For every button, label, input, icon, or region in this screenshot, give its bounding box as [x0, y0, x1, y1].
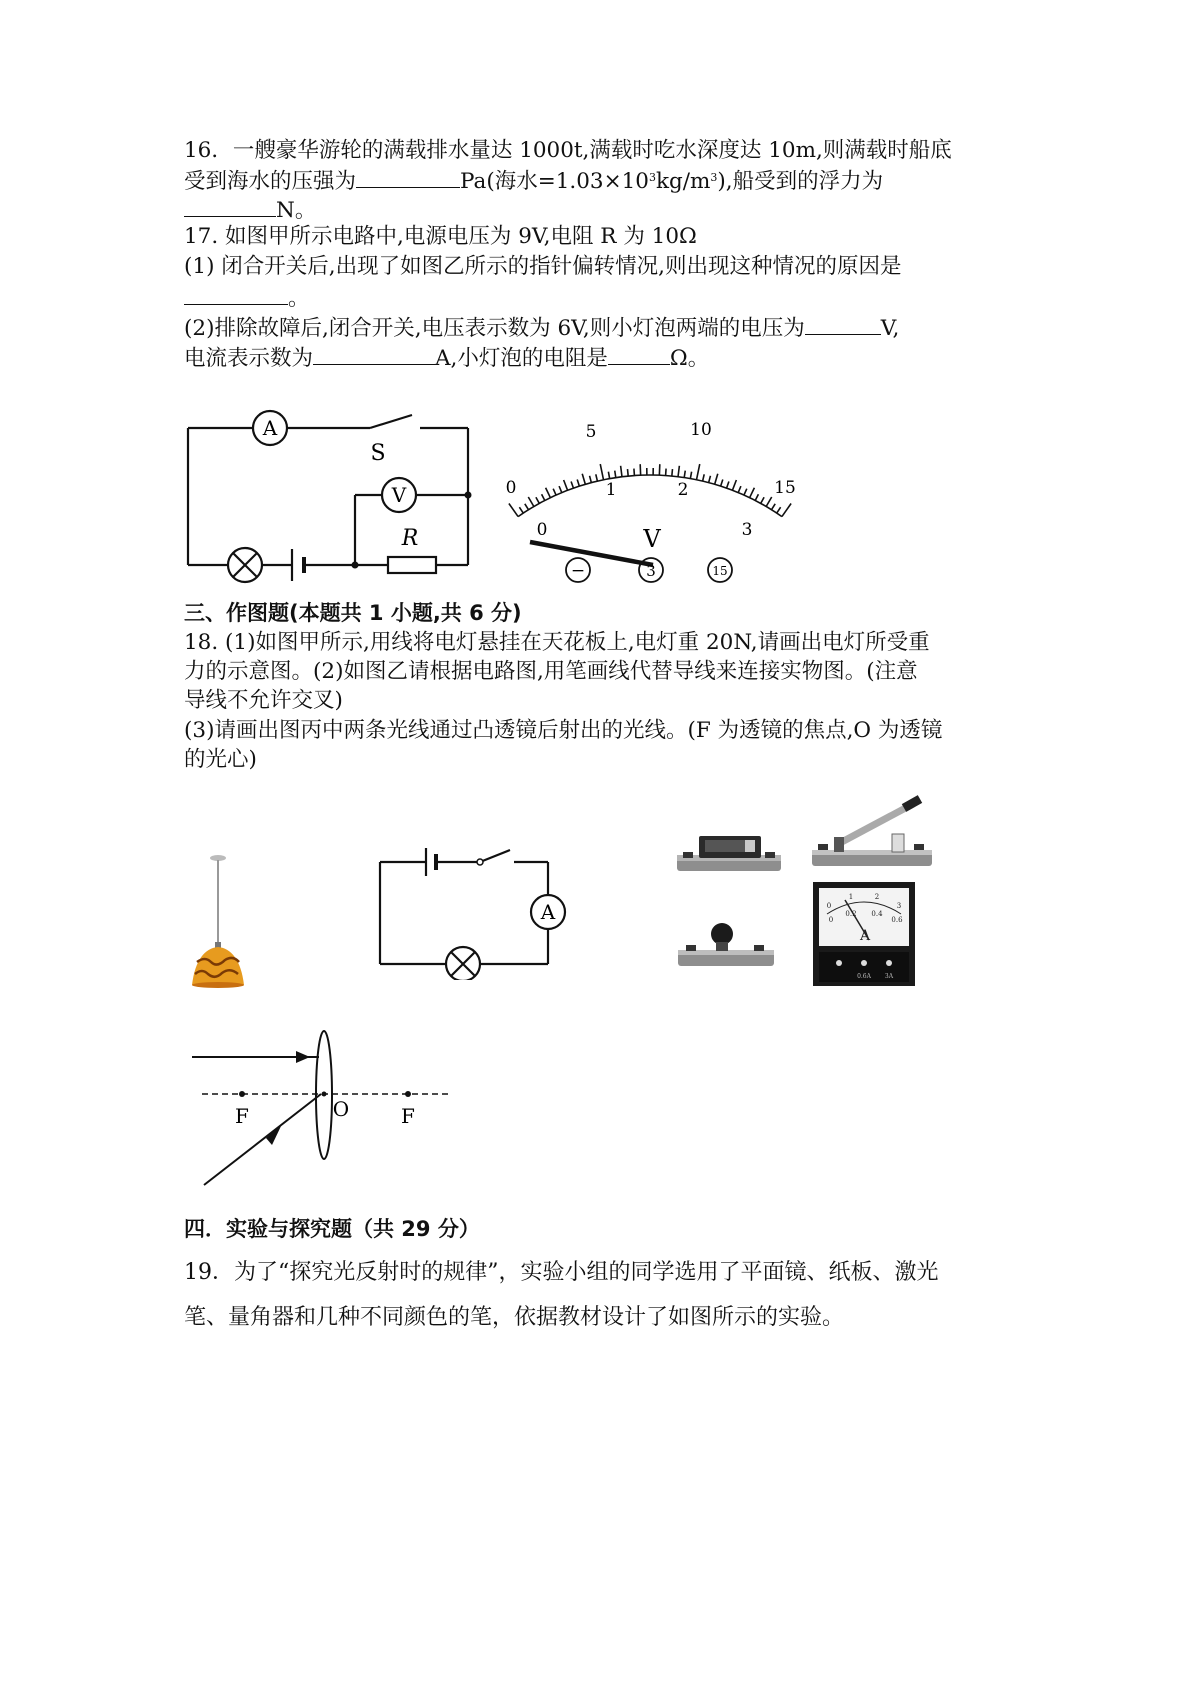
q18-line-3: 导线不允许交叉)	[184, 688, 343, 713]
dial-tick	[509, 503, 518, 516]
ammeter-photo-top-2: 2	[874, 893, 880, 901]
q16-text-b: Pa(海水=1.03×10	[460, 169, 649, 194]
q19-line-2: 笔、量角器和几种不同颜色的笔，依据教材设计了如图所示的实验。	[184, 1305, 845, 1330]
q18-line-1: 18. (1)如图甲所示,用线将电灯悬挂在天花板上,电灯重 20N,请画出电灯所受重	[184, 630, 930, 655]
ammeter-photo	[811, 880, 917, 988]
q17-text-period: 。	[288, 286, 310, 311]
dial-tick	[750, 488, 755, 498]
ammeter-photo-terminal-3: 3A	[884, 973, 894, 980]
dial-tick	[553, 489, 556, 495]
terminal-15v-label: 15	[712, 564, 728, 578]
dial-tick	[721, 479, 723, 486]
hanging-lamp-figure	[185, 850, 255, 990]
dial-outer-15: 15	[774, 478, 796, 498]
dial-pointer	[530, 542, 653, 565]
q16-text-d: ),船受到的浮力为	[717, 169, 884, 194]
dial-tick	[678, 466, 679, 477]
battery-holder-photo	[675, 830, 785, 875]
ammeter-photo-unit: A	[859, 928, 871, 944]
dial-tick	[732, 480, 736, 490]
q16-line-2	[184, 167, 883, 195]
q18-line-4: (3)请画出图丙中两条光线通过凸透镜后射出的光线。(F 为透镜的焦点,O 为透镜	[184, 718, 943, 743]
q18-line-2: 力的示意图。(2)如图乙请根据电路图,用笔画线代替导线来连接实物图。(注意	[184, 659, 918, 684]
dial-tick	[615, 471, 616, 478]
dial-inner-0: 0	[536, 520, 548, 540]
ammeter-photo-bottom-2: 0.4	[871, 910, 883, 918]
dial-tick	[697, 464, 700, 480]
ammeter-photo-top-1: 1	[848, 893, 854, 901]
q17-blank-resistance[interactable]	[608, 344, 670, 365]
q17-line-5	[184, 344, 709, 372]
dial-tick	[628, 469, 629, 476]
dial-tick	[727, 482, 729, 489]
ray-through-focus	[204, 1094, 321, 1185]
dial-tick	[564, 480, 568, 490]
dial-tick	[672, 469, 673, 476]
dial-tick	[542, 494, 545, 500]
focus-left-point	[239, 1091, 245, 1097]
q18-line-5: 的光心)	[184, 747, 257, 772]
q16-blank-pressure[interactable]	[356, 167, 460, 188]
q17-blank-reason[interactable]	[184, 284, 288, 305]
dial-inner-2: 2	[677, 480, 689, 500]
dial-tick	[772, 504, 776, 510]
q17-text-ohm: Ω。	[669, 346, 710, 371]
dial-inner-3: 3	[741, 520, 753, 540]
q16-line-3	[184, 196, 316, 224]
dial-tick	[744, 489, 747, 495]
dial-tick	[546, 488, 551, 498]
dial-tick	[590, 476, 592, 483]
ammeter-label: A	[262, 416, 278, 440]
terminal-negative-label: −	[570, 561, 586, 581]
q16-exponent-1: 3	[648, 171, 656, 184]
dial-outer-5: 5	[585, 422, 597, 442]
voltmeter-label: V	[391, 483, 407, 507]
dial-tick	[709, 476, 711, 483]
q17-text-current: 电流表示数为	[184, 346, 314, 371]
dial-tick	[715, 474, 718, 485]
q16-blank-buoyancy[interactable]	[184, 196, 276, 217]
q17-text-resistance: A,小灯泡的电阻是	[435, 346, 608, 371]
dial-tick	[782, 503, 791, 516]
dial-tick	[596, 474, 598, 481]
dial-tick	[761, 497, 764, 503]
dial-tick	[559, 486, 562, 492]
q17-line-2: (1) 闭合开关后,出现了如图乙所示的指针偏转情况,则出现这种情况的原因是	[184, 254, 902, 279]
dial-tick	[600, 464, 603, 480]
bulb-base-photo	[676, 920, 776, 972]
q17-line-3	[184, 284, 310, 312]
optical-center-label: O	[332, 1097, 350, 1121]
q17-blank-current[interactable]	[313, 344, 435, 365]
dial-inner-1: 1	[605, 480, 617, 500]
q17-text-volt-unit: V,	[880, 316, 900, 341]
dial-tick	[621, 466, 622, 477]
section3-heading: 三、作图题(本题共 1 小题,共 6 分)	[184, 601, 522, 625]
dial-tick	[528, 497, 534, 506]
dial-tick	[519, 507, 523, 513]
dial-tick	[755, 494, 758, 500]
ammeter-photo-bottom-1: 0.2	[845, 910, 857, 918]
convex-lens-figure	[190, 1028, 460, 1193]
circuit2-ammeter-label: A	[540, 900, 556, 924]
dial-tick	[684, 471, 685, 478]
ammeter-photo-top-0: 0	[826, 902, 832, 910]
dial-outer-0: 0	[505, 478, 517, 498]
ammeter-photo-terminal-06: 0.6A	[857, 973, 871, 980]
dial-tick	[571, 482, 573, 489]
circuit-diagram-jia	[180, 405, 480, 590]
q16-text-c: kg/m	[655, 169, 711, 194]
dial-tick	[608, 472, 609, 479]
q17-line-4	[184, 314, 899, 342]
q16-text-unit: N。	[276, 198, 317, 223]
switch-label: S	[370, 441, 386, 466]
ammeter-photo-bottom-0: 0	[828, 916, 834, 924]
q17-text-voltage: (2)排除故障后,闭合开关,电压表示数为 6V,则小灯泡两端的电压为	[184, 316, 805, 341]
focus-right-label: F	[401, 1104, 415, 1128]
dial-tick	[577, 479, 579, 486]
dial-tick	[582, 474, 585, 485]
circuit-diagram-2	[372, 840, 572, 980]
resistor-label: R	[401, 526, 419, 551]
dial-tick	[525, 504, 529, 510]
dial-tick	[738, 486, 741, 492]
knife-switch-photo	[808, 792, 938, 872]
terminal-3v-label: 3	[646, 562, 656, 580]
dial-tick	[777, 507, 781, 513]
voltmeter-dial-yi	[505, 405, 815, 645]
q16-exponent-2: 3	[710, 171, 718, 184]
dial-tick	[766, 497, 772, 506]
q17-blank-lamp-voltage[interactable]	[805, 314, 881, 335]
ammeter-photo-bottom-3: 0.6	[891, 916, 903, 924]
q16-line-1: 16．一艘豪华游轮的满载排水量达 1000t,满载时吃水深度达 10m,则满载时船底	[184, 138, 952, 163]
section4-heading: 四．实验与探究题（共 29 分）	[184, 1217, 480, 1241]
q17-line-1: 17. 如图甲所示电路中,电源电压为 9V,电阻 R 为 10Ω	[184, 224, 697, 249]
focus-left-label: F	[235, 1104, 249, 1128]
dial-tick	[690, 472, 691, 479]
optical-center-point	[322, 1092, 327, 1097]
q16-text-a: 受到海水的压强为	[184, 169, 357, 194]
dial-outer-10: 10	[690, 420, 712, 440]
dial-tick	[536, 497, 539, 503]
dial-tick	[703, 474, 705, 481]
q19-line-1: 19．为了“探究光反射时的规律”，实验小组的同学选用了平面镜、纸板、激光	[184, 1260, 939, 1285]
dial-unit-label: V	[643, 525, 661, 553]
ammeter-photo-top-3: 3	[896, 902, 902, 910]
focus-right-point	[405, 1091, 411, 1097]
